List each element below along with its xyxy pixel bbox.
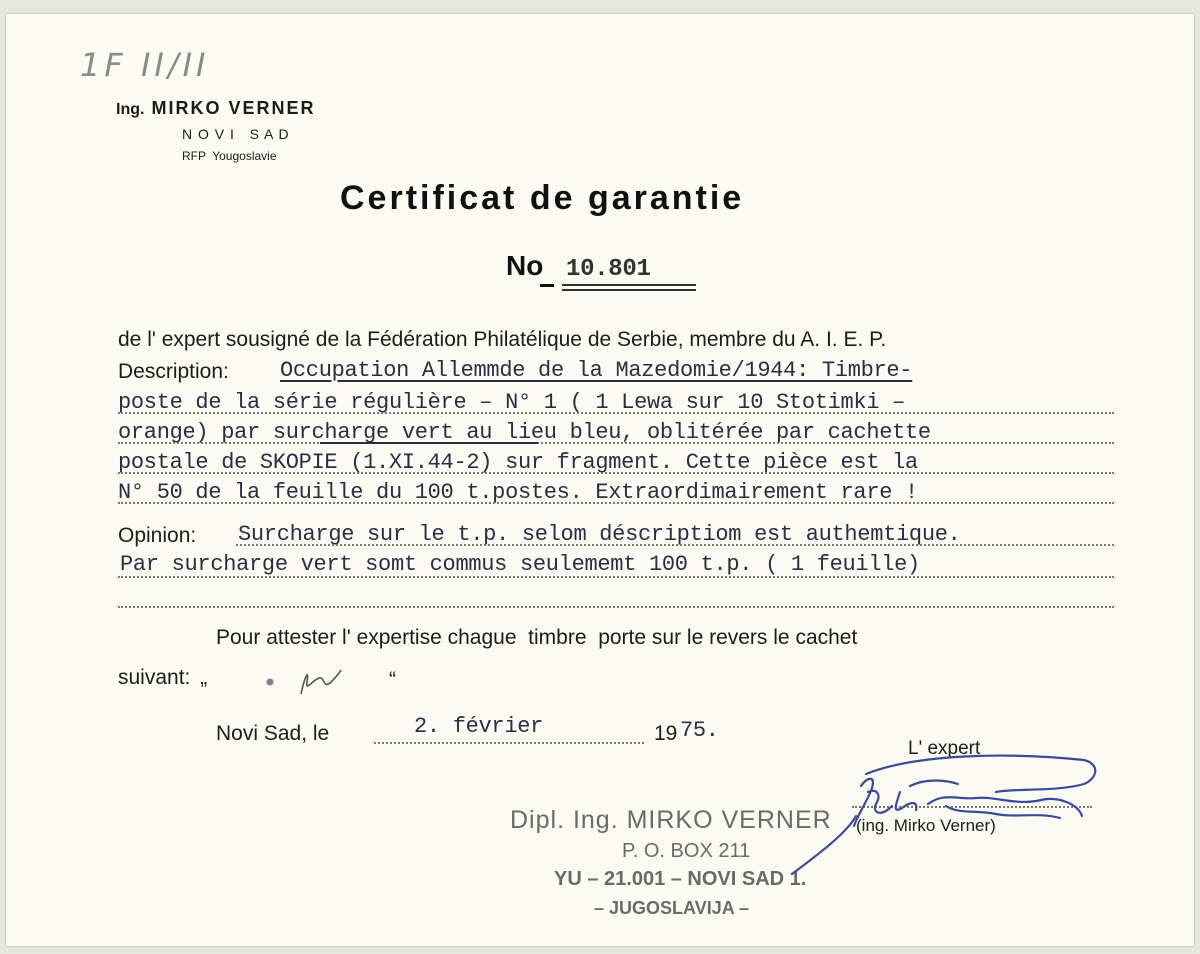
pencil-annotation: 1F II/II [80, 46, 210, 84]
date-dotted-line [374, 742, 644, 744]
letterhead-city: N O V I S A D [182, 126, 290, 142]
number-label-underline [540, 284, 554, 287]
letterhead-country: RFP Yougoslavie [182, 149, 277, 163]
certificate-number: 10.801 [566, 256, 651, 283]
number-underline-2 [562, 289, 696, 291]
opinion-dotted-line-3 [118, 606, 1114, 608]
opinion-dotted-line-1 [236, 544, 1114, 546]
stamp-line-3: YU – 21.001 – NOVI SAD 1. [554, 868, 807, 890]
description-label: Description: [118, 360, 229, 383]
description-dotted-line-4 [118, 502, 1114, 504]
number-label: No [506, 250, 544, 281]
opinion-line-1: Surcharge sur le t.p. selom déscriptiom est authemtique. [238, 522, 961, 547]
date-day-month: 2. février [414, 714, 544, 739]
expert-label: L' expert [908, 738, 981, 759]
expert-name: MIRKO VERNER [151, 98, 316, 118]
attest-line-2: suivant: „ [118, 666, 208, 689]
description-dotted-line-2 [118, 442, 1114, 444]
stamp-line-4: – JUGOSLAVIJA – [594, 898, 750, 918]
intro-text: de l' expert sousigné de la Fédération Philatélique de Serbie, membre du A. I. E. P. [118, 328, 887, 351]
description-line-4: postale de SKOPIE (1.XI.44-2) sur fragment. Cette pièce est la [118, 450, 918, 475]
name-prefix: Ing. [116, 101, 145, 118]
letterhead-name [116, 98, 315, 119]
stamp-line-2: P. O. BOX 211 [622, 840, 751, 862]
date-year-prefix: 19 [654, 722, 678, 745]
description-dotted-line-3 [118, 472, 1114, 474]
opinion-dotted-line-2 [118, 576, 1114, 578]
opinion-line-2: Par surcharge vert somt commus seulememt 100 t.p. ( 1 feuille) [120, 552, 920, 577]
certificate-title: Certificat de garantie [340, 179, 745, 217]
attest-line-1: Pour attester l' expertise chague timbre porte sur le revers le cachet [216, 626, 858, 649]
description-line-1: Occupation Allemmde de la Mazedomie/1944: Timbre- [280, 358, 913, 383]
surcharge-underline [320, 442, 538, 444]
attest-close-quote: “ [389, 668, 396, 691]
expert-cachet-mark [261, 660, 351, 700]
expert-signature [696, 734, 1106, 884]
expert-printed-name: (ing. Mirko Verner) [856, 816, 996, 835]
place-label: Novi Sad, le [216, 722, 330, 745]
description-line-2: poste de la série régulière – N° 1 ( 1 Lewa sur 10 Stotimki – [118, 390, 906, 415]
date-year-suffix: 75. [680, 718, 719, 743]
opinion-label: Opinion: [118, 524, 197, 547]
description-dotted-line-1 [118, 412, 1114, 414]
description-line-3: orange) par surcharge vert au lieu bleu, oblitérée par cachette [118, 420, 931, 445]
certificate-sheet [6, 14, 1194, 946]
number-underline [562, 284, 696, 286]
stamp-line-1: Dipl. Ing. MIRKO VERNER [510, 806, 832, 834]
description-line-5: N° 50 de la feuille du 100 t.postes. Extraordimairement rare ! [118, 480, 918, 505]
